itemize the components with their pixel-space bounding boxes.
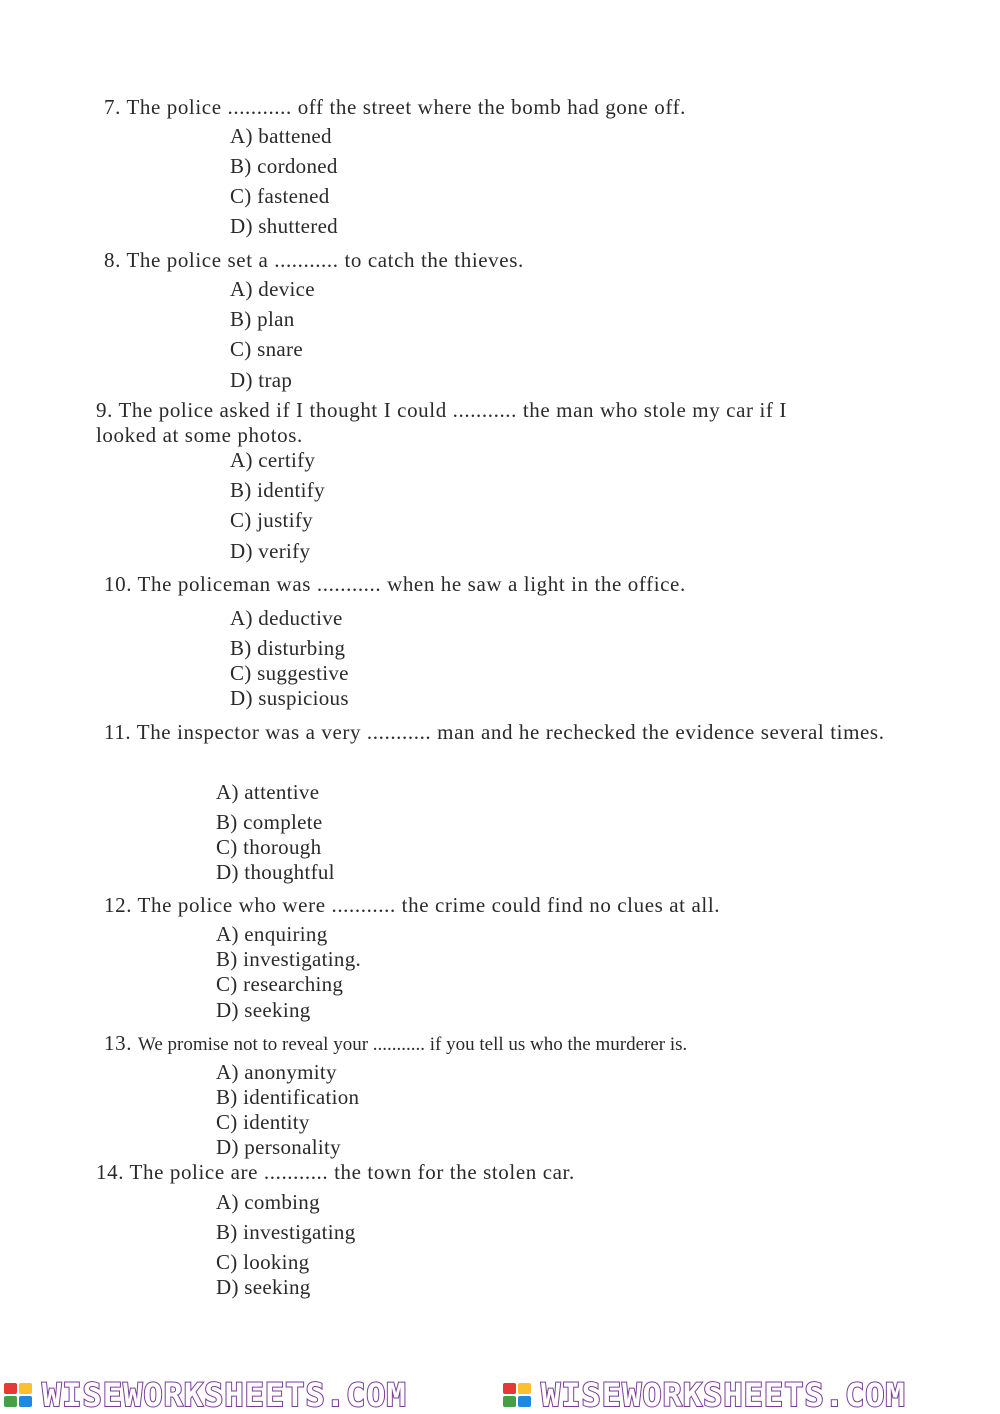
watermark-text: WISEWORKSHEETS.COM — [541, 1376, 906, 1414]
option-14d[interactable]: D) seeking — [216, 1275, 311, 1299]
option-11a[interactable]: A) attentive — [216, 780, 320, 804]
option-13a[interactable]: A) anonymity — [216, 1060, 337, 1084]
option-9a[interactable]: A) certify — [230, 448, 316, 472]
question-text: We promise not to reveal your ........... if you tell us who the murderer is. — [137, 1034, 688, 1055]
question-text: The policeman was ........... when he saw a light in the office. — [137, 572, 686, 596]
option-12d[interactable]: D) seeking — [216, 998, 311, 1022]
question-number: 8. — [104, 248, 121, 272]
question-14 — [96, 1160, 575, 1185]
option-7d[interactable]: D) shuttered — [230, 214, 338, 238]
option-14c[interactable]: C) looking — [216, 1250, 310, 1274]
question-number: 7. — [104, 95, 121, 119]
question-text: The police asked if I thought I could ........... the man who stole my car if I — [118, 398, 787, 422]
question-8 — [104, 248, 524, 273]
question-11 — [104, 720, 902, 745]
option-10c[interactable]: C) suggestive — [230, 661, 349, 685]
option-13c[interactable]: C) identity — [216, 1110, 310, 1134]
question-7 — [104, 95, 686, 120]
question-9-line-2: looked at some photos. — [96, 423, 303, 447]
option-8d[interactable]: D) trap — [230, 368, 293, 392]
option-7c[interactable]: C) fastened — [230, 184, 330, 208]
option-9b[interactable]: B) identify — [230, 478, 325, 502]
brand-logo-icon — [4, 1383, 34, 1409]
question-12 — [104, 893, 720, 918]
question-13 — [104, 1031, 687, 1056]
question-number: 10. — [104, 572, 133, 596]
option-12b[interactable]: B) investigating. — [216, 947, 362, 971]
option-13d[interactable]: D) personality — [216, 1135, 341, 1159]
question-9 — [96, 398, 787, 423]
option-11d[interactable]: D) thoughtful — [216, 860, 335, 884]
footer-watermark — [0, 1378, 1000, 1412]
option-13b[interactable]: B) identification — [216, 1085, 360, 1109]
option-10b[interactable]: B) disturbing — [230, 636, 346, 660]
option-8a[interactable]: A) device — [230, 277, 315, 301]
option-10a[interactable]: A) deductive — [230, 606, 343, 630]
question-text: The police who were ........... the crime could find no clues at all. — [137, 893, 721, 917]
option-7a[interactable]: A) battened — [230, 124, 332, 148]
option-11c[interactable]: C) thorough — [216, 835, 322, 859]
question-number: 11. — [104, 720, 132, 744]
option-7b[interactable]: B) cordoned — [230, 154, 338, 178]
watermark-text: WISEWORKSHEETS.COM — [42, 1376, 407, 1414]
option-8b[interactable]: B) plan — [230, 307, 295, 331]
option-14a[interactable]: A) combing — [216, 1190, 320, 1214]
question-number: 13. — [104, 1031, 133, 1055]
option-11b[interactable]: B) complete — [216, 810, 323, 834]
question-text: The police set a ........... to catch the thieves. — [126, 248, 524, 272]
question-number: 12. — [104, 893, 133, 917]
question-10 — [104, 572, 686, 597]
question-text: The inspector was a very ........... man and he rechecked the evidence several times. — [136, 720, 885, 744]
option-8c[interactable]: C) snare — [230, 337, 303, 361]
option-9c[interactable]: C) justify — [230, 508, 313, 532]
question-text: The police are ........... the town for the stolen car. — [129, 1160, 575, 1184]
brand-logo-icon — [503, 1383, 533, 1409]
question-text: The police ........... off the street where the bomb had gone off. — [126, 95, 687, 119]
question-number: 9. — [96, 398, 113, 422]
option-14b[interactable]: B) investigating — [216, 1220, 356, 1244]
option-12a[interactable]: A) enquiring — [216, 922, 328, 946]
question-number: 14. — [96, 1160, 125, 1184]
option-10d[interactable]: D) suspicious — [230, 686, 349, 710]
option-12c[interactable]: C) researching — [216, 972, 344, 996]
option-9d[interactable]: D) verify — [230, 539, 311, 563]
